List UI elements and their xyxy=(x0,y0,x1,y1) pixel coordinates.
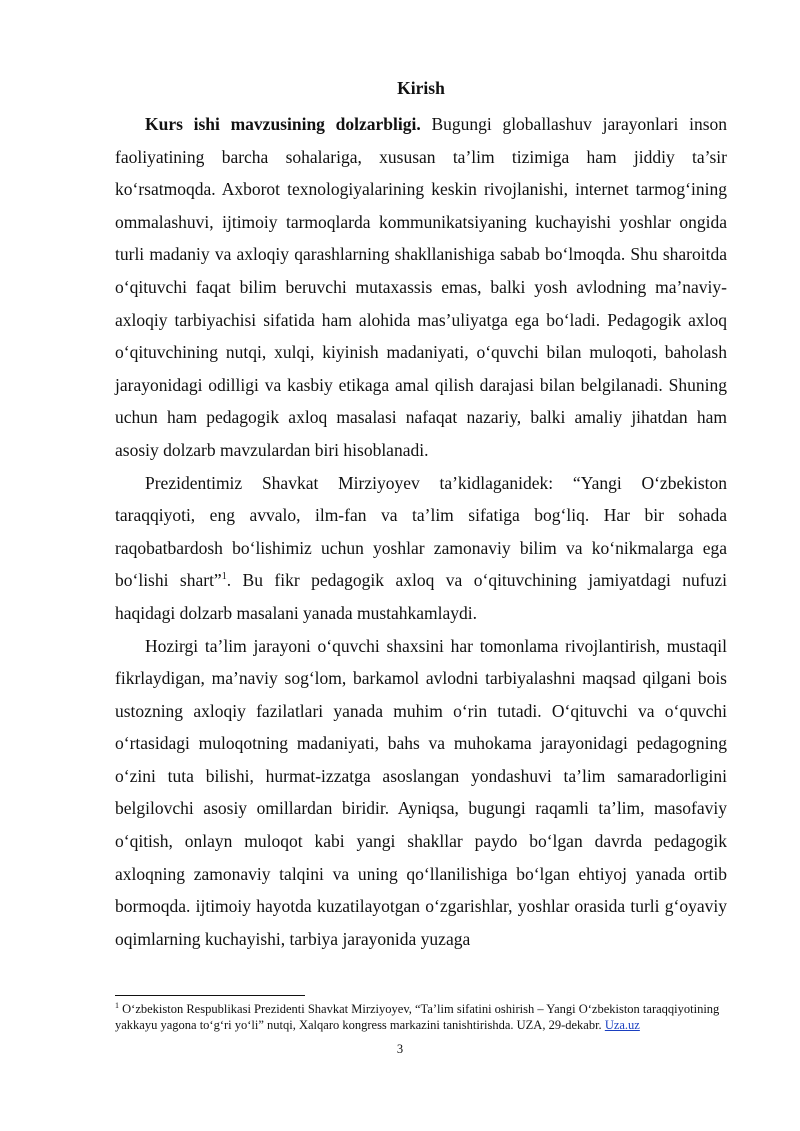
footnote-text: O‘zbekiston Respublikasi Prezidenti Shavkat Mirziyoyev, “Ta’lim sifatini oshirish – Yangi O‘zbekiston taraqqiyotining yakkayu yagona to‘g‘ri yo‘li” nutqi, Xalqaro kongress markazini tanishtirishda. UZA, 29-dekabr. xyxy=(115,1002,720,1032)
paragraph-text: . Bu fikr pedagogik axloq va o‘qituvchining jamiyatdagi nufuzi haqidagi dolzarb masalani yanada mustahkamlaydi. xyxy=(115,570,727,623)
footnote-reference[interactable]: 1 xyxy=(221,571,227,583)
page-body xyxy=(115,74,727,955)
section-heading: Kirish xyxy=(397,78,445,98)
footnote-separator xyxy=(115,995,305,996)
footnote xyxy=(115,1001,727,1033)
paragraph-text: Hozirgi ta’lim jarayoni o‘quvchi shaxsini har tomonlama rivojlantirish, mustaqil fikrlaydigan, ma’naviy sog‘lom, barkamol avlodni tarbiyalashni maqsad qilgani bois ustozning axloqiy fazilatlari yanada muhim o‘rin tutadi. O‘qituvchi va o‘quvchi o‘rtasidagi muloqotning madaniyati, bahs va muhokama jarayonidagi pedagogning o‘zini tuta bilishi, hurmat-izzatga asoslangan yondashuvi ta’lim samaradorligini belgilovchi asosiy omillardan biridir. Ayniqsa, bugungi raqamli ta’lim, masofaviy o‘qitish, onlayn muloqot kabi yangi shakllar paydo bo‘lgan davrda pedagogik axloqning zamonaviy talqini va uning qo‘llanilishiga bo‘lgan ehtiyoj yanada ortib bormoqda. ijtimoiy hayotda kuzatilayotgan o‘zgarishlar, yoshlar orasida turli g‘oyaviy oqimlarning kuchayishi, tarbiya jarayonida yuzaga xyxy=(115,635,727,949)
paragraph-text: Prezidentimiz Shavkat Mirziyoyev ta’kidlaganidek: “Yangi O‘zbekiston taraqqiyoti, eng avvalo, ilm-fan va ta’lim sifatiga bog‘liq. Har bir sohada raqobatbardosh bo‘lishimiz uchun yoshlar zamonaviy bilim va ko‘nikmalarga ega bo‘lishi shart” xyxy=(115,472,727,591)
paragraph-relevance xyxy=(115,108,727,467)
paragraph-text: Bugungi globallashuv jarayonlari inson faoliyatining barcha sohalariga, xususan ta’lim tizimiga ham jiddiy ta’sir ko‘rsatmoqda. Axborot texnologiyalarining keskin rivojlanishi, internet tarmog‘ining ommalashuvi, ijtimoiy tarmoqlarda kommunikatsiyaning kuchayishi yoshlar ongida turli madaniy va axloqiy qarashlarning shakllanishiga sabab bo‘lmoqda. Shu sharoitda o‘qituvchi faqat bilim beruvchi mutaxassis emas, balki yosh avlodning ma’naviy-axloqiy tarbiyachisi sifatida ham alohida mas’uliyatga ega bo‘ladi. Pedagogik axloq o‘qituvchining nutqi, xulqi, kiyinish madaniyati, o‘quvchi bilan muloqoti, baholash jarayonidagi odilligi va kasbiy etikaga amal qilish darajasi bilan belgilanadi. Shuning uchun ham pedagogik axloq masalasi nafaqat nazariy, balki amaliy jihatdan ham asosiy dolzarb mavzulardan biri hisoblanadi. xyxy=(115,114,728,460)
footnote-link[interactable]: Uza.uz xyxy=(604,1018,640,1032)
paragraph-president-quote xyxy=(115,467,727,630)
page-number: 3 xyxy=(396,1042,404,1056)
paragraph-lead-bold: Kurs ishi mavzusining dolzarbligi. xyxy=(145,114,421,134)
footnote-marker: 1 xyxy=(115,1000,119,1010)
paragraph-current-education xyxy=(115,630,727,956)
